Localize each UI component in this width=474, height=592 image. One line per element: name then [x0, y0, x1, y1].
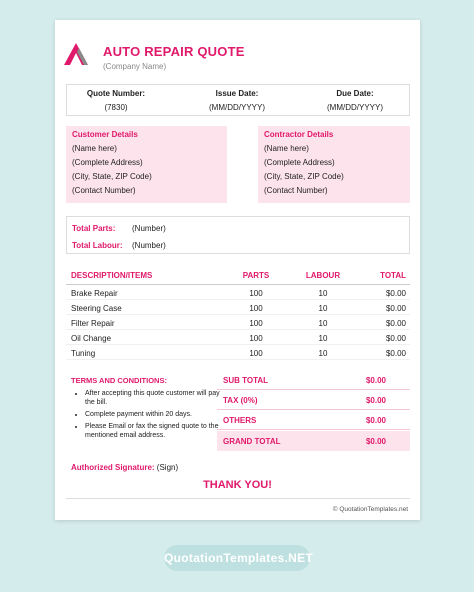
customer-city: (City, State, ZIP Code) [72, 172, 152, 181]
tax-label: TAX (0%) [223, 396, 258, 405]
contractor-city: (City, State, ZIP Code) [264, 172, 344, 181]
customer-name: (Name here) [72, 144, 117, 153]
item-labour: 10 [318, 349, 328, 358]
quote-document [55, 20, 420, 520]
grand-total-row [217, 431, 410, 451]
contractor-heading: Contractor Details [264, 130, 334, 139]
total-parts-label: Total Parts: [72, 224, 116, 233]
header-parts: PARTS [242, 271, 270, 280]
terms-heading: TERMS AND CONDITIONS: [71, 376, 167, 385]
terms-list [85, 389, 221, 440]
document-title: AUTO REPAIR QUOTE [103, 44, 245, 59]
table-row [66, 345, 410, 360]
quote-number [81, 89, 151, 112]
contractor-address: (Complete Address) [264, 158, 335, 167]
customer-address: (Complete Address) [72, 158, 143, 167]
item-total: $0.00 [385, 349, 406, 358]
item-description: Oil Change [71, 334, 112, 343]
total-parts-row [72, 224, 166, 233]
terms-and-conditions [71, 376, 221, 443]
signature-label: Authorized Signature: [71, 463, 155, 472]
item-total: $0.00 [385, 319, 406, 328]
customer-heading: Customer Details [72, 130, 138, 139]
terms-item: • Complete payment within 20 days. [85, 410, 221, 419]
footer-divider [66, 498, 410, 499]
others-value: $0.00 [365, 416, 386, 425]
contractor-contact: (Contact Number) [264, 186, 328, 195]
tax-value: $0.00 [365, 396, 386, 405]
brand-pill: QuotationTemplates.NET [164, 545, 310, 571]
terms-item: • After accepting this quote customer will pay the bill. [85, 389, 221, 407]
table-row [66, 285, 410, 300]
contractor-details [258, 126, 410, 203]
item-description: Steering Case [71, 304, 122, 313]
table-row [66, 315, 410, 330]
customer-contact: (Contact Number) [72, 186, 136, 195]
logo-icon [63, 42, 89, 66]
quote-info-box [66, 84, 410, 116]
others-row [217, 410, 410, 430]
table-row [66, 330, 410, 345]
due-date-label: Due Date: [336, 89, 374, 98]
subtotal-row [217, 370, 410, 390]
quote-number-value: (7830) [104, 103, 128, 112]
item-description: Tuning [71, 349, 96, 358]
quote-number-label: Quote Number: [86, 89, 146, 98]
issue-date-label: Issue Date: [215, 89, 259, 98]
item-parts: 100 [249, 319, 263, 328]
company-name: (Company Name) [103, 62, 167, 71]
signature-value: (Sign) [156, 463, 179, 472]
others-label: OTHERS [223, 416, 257, 425]
item-total: $0.00 [385, 334, 406, 343]
header-labour: LABOUR [305, 271, 341, 280]
item-total: $0.00 [385, 289, 406, 298]
item-labour: 10 [318, 334, 328, 343]
header-description: DESCRIPTION/ITEMS [71, 271, 153, 280]
totals-box [66, 216, 410, 254]
issue-date-value: (MM/DD/YYYY) [209, 103, 265, 112]
tax-row [217, 390, 410, 410]
item-labour: 10 [318, 304, 328, 313]
due-date [319, 89, 391, 112]
header-total: TOTAL [380, 271, 406, 280]
contractor-name: (Name here) [264, 144, 309, 153]
item-parts: 100 [249, 304, 263, 313]
item-description: Brake Repair [71, 289, 118, 298]
item-description: Filter Repair [71, 319, 115, 328]
item-parts: 100 [249, 349, 263, 358]
item-parts: 100 [249, 334, 263, 343]
customer-details [66, 126, 227, 203]
grand-total-value: $0.00 [365, 437, 386, 446]
grand-total-label: GRAND TOTAL [223, 437, 281, 446]
thank-you-text: THANK YOU! [203, 479, 272, 491]
total-labour-row [72, 241, 166, 250]
items-table [66, 267, 410, 360]
item-parts: 100 [249, 289, 263, 298]
subtotal-value: $0.00 [365, 376, 386, 385]
subtotal-label: SUB TOTAL [223, 376, 269, 385]
item-total: $0.00 [385, 304, 406, 313]
total-labour-label: Total Labour: [72, 241, 123, 250]
due-date-value: (MM/DD/YYYY) [327, 103, 383, 112]
items-table-header [66, 267, 410, 285]
summary-totals [217, 370, 410, 451]
table-row [66, 300, 410, 315]
authorized-signature [71, 463, 178, 472]
total-labour-value: (Number) [132, 241, 166, 250]
item-labour: 10 [318, 319, 328, 328]
item-labour: 10 [318, 289, 328, 298]
total-parts-value: (Number) [132, 224, 166, 233]
issue-date [201, 89, 273, 112]
copyright-text: © QuotationTemplates.net [332, 506, 408, 513]
terms-item: • Please Email or fax the signed quote to the mentioned email address. [85, 422, 221, 440]
